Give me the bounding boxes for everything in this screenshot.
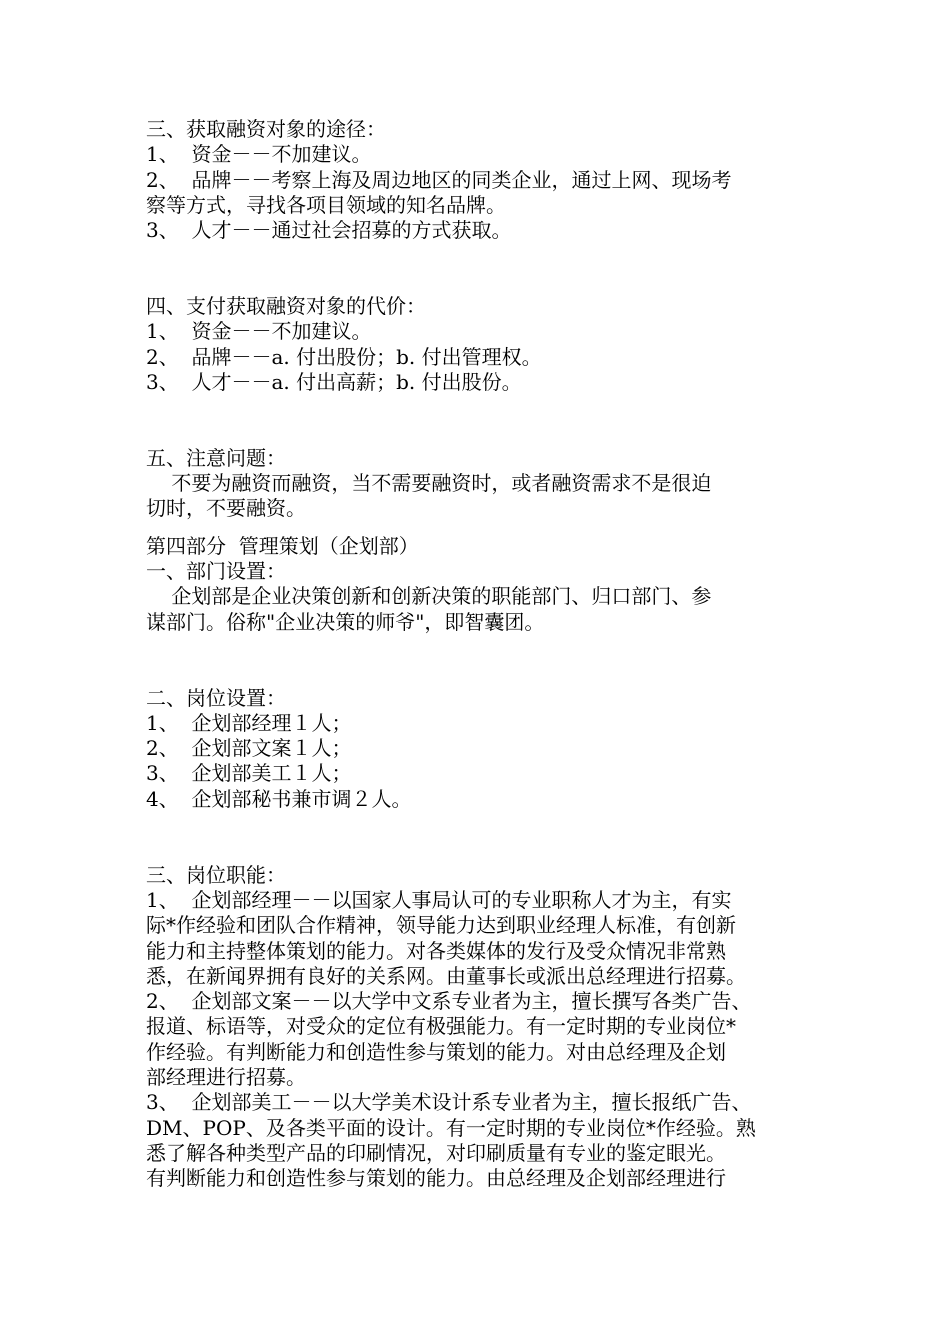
list-item-continuation: DM、POP、及各类平面的设计。有一定时期的专业岗位*作经验。熟 (146, 1115, 756, 1140)
list-item: 1、 资金－－不加建议。 (146, 319, 372, 344)
list-item-continuation: 作经验。有判断能力和创造性参与策划的能力。对由总经理及企划 (146, 1039, 726, 1064)
list-item: 2、 品牌－－a. 付出股份；b. 付出管理权。 (146, 344, 542, 369)
document-page (146, 117, 816, 1191)
list-item-continuation: 报道、标语等，对受众的定位有极强能力。有一定时期的专业岗位* (146, 1014, 736, 1039)
paragraph-line: 谋部门。俗称"企业决策的师爷"，即智囊团。 (146, 609, 545, 634)
paragraph-line: 企划部是企业决策创新和创新决策的职能部门、归口部门、参 (146, 584, 712, 609)
section-heading: 三、获取融资对象的途径： (146, 117, 386, 141)
section-heading: 四、支付获取融资对象的代价： (146, 294, 426, 319)
list-item-continuation: 察等方式，寻找各项目领域的知名品牌。 (146, 192, 506, 217)
list-item: 3、 企划部美工－－以大学美术设计系专业者为主，擅长报纸广告、 (146, 1090, 752, 1115)
list-item: 2、 品牌－－考察上海及周边地区的同类企业，通过上网、现场考 (146, 167, 732, 192)
list-item-continuation: 际*作经验和团队合作精神，领导能力达到职业经理人标准，有创新 (146, 913, 736, 938)
spacer (146, 395, 816, 446)
list-item-continuation: 能力和主持整体策划的能力。对各类媒体的发行及受众情况非常熟 (146, 938, 726, 963)
list-item-continuation: 悉了解各种类型产品的印刷情况，对印刷质量有专业的鉴定眼光。 (146, 1140, 726, 1165)
paragraph-line: 不要为融资而融资，当不需要融资时，或者融资需求不是很迫 (146, 471, 712, 496)
list-item: 3、 人才－－通过社会招募的方式获取。 (146, 218, 512, 243)
list-item: 1、 资金－－不加建议。 (146, 142, 372, 167)
list-item: 1、 企划部经理１人； (146, 710, 352, 735)
section-heading: 五、注意问题： (146, 445, 286, 470)
section-heading: 三、岗位职能： (146, 862, 286, 887)
list-item: 1、 企划部经理－－以国家人事局认可的专业职称人才为主，有实 (146, 887, 732, 912)
list-item: 4、 企划部秘书兼市调２人。 (146, 786, 412, 811)
part-heading: 第四部分 管理策划（企划部） (146, 533, 419, 558)
list-item: 3、 人才－－a. 付出高薪；b. 付出股份。 (146, 369, 522, 394)
list-item: 2、 企划部文案１人； (146, 736, 352, 761)
list-item: 2、 企划部文案－－以大学中文系专业者为主，擅长撰写各类广告、 (146, 989, 752, 1014)
section-heading: 二、岗位设置： (146, 685, 286, 710)
list-item-continuation: 部经理进行招募。 (146, 1064, 306, 1089)
spacer (146, 243, 816, 294)
spacer (146, 812, 816, 863)
list-item-continuation: 有判断能力和创造性参与策划的能力。由总经理及企划部经理进行 (146, 1166, 726, 1191)
list-item-continuation: 悉，在新闻界拥有良好的关系网。由董事长或派出总经理进行招募。 (146, 963, 746, 988)
spacer (146, 522, 816, 534)
list-item: 3、 企划部美工１人； (146, 761, 352, 786)
section-heading: 一、部门设置： (146, 559, 286, 584)
spacer (146, 635, 816, 686)
paragraph-line: 切时，不要融资。 (146, 496, 306, 521)
